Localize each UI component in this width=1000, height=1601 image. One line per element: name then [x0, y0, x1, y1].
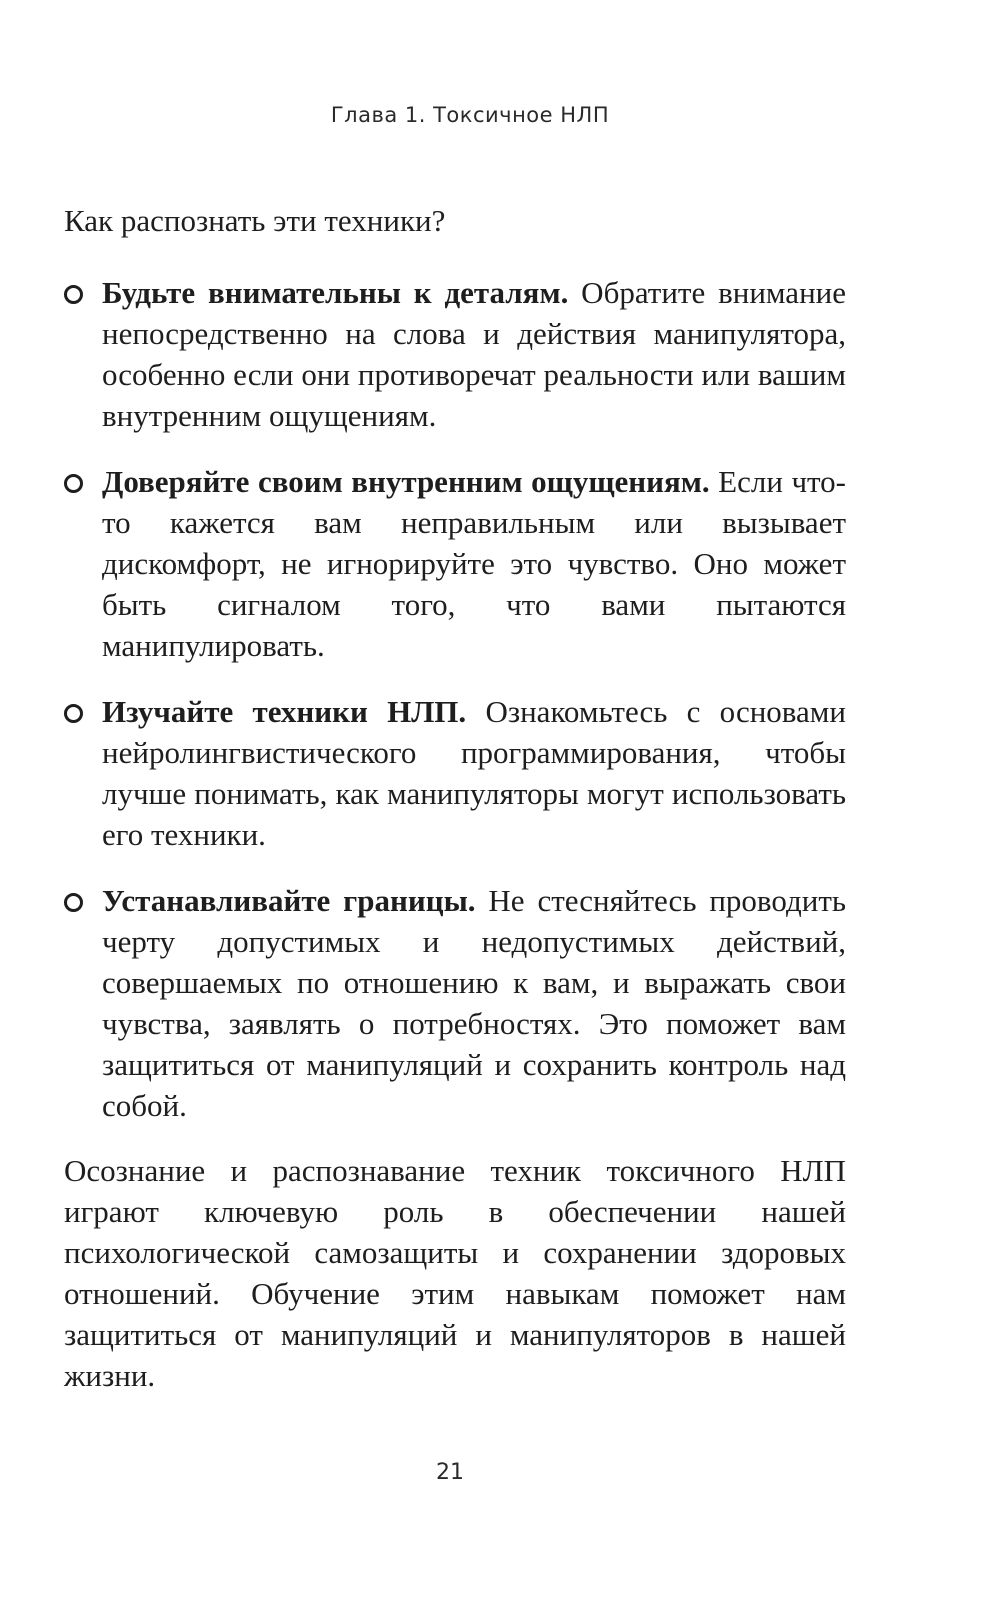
list-item-heading: Доверяйте своим внутренним ощущениям. [102, 464, 710, 499]
list-item [64, 272, 846, 436]
list-item-text: Ознакомьтесь с основами нейролингвистического программирования, чтобы лучше понимать, как манипуляторы могут использовать его техники. [102, 694, 846, 852]
running-head: Глава 1. Токсичное НЛП [330, 103, 610, 127]
list-item [64, 691, 846, 855]
list-item [64, 461, 846, 666]
circle-bullet-icon [64, 474, 83, 493]
list-item-heading: Изучайте техники НЛП. [102, 694, 467, 729]
list-item-text: Обратите внимание непосредственно на слова и действия манипулятора, особенно если они противоречат реальности или вашим внутренним ощущениям. [102, 275, 847, 433]
list-item-heading: Будьте внимательны к деталям. [102, 275, 569, 310]
list-item-heading: Устанавливайте границы. [102, 883, 476, 918]
circle-bullet-icon [64, 893, 83, 912]
tips-list [64, 272, 846, 1151]
list-item-text: Если что-то кажется вам неправильным или вызывает дискомфорт, не игнорируйте это чувство. Оно может быть сигналом того, что вами пытаются манипулировать. [102, 464, 846, 663]
conclusion-paragraph: Осознание и распознавание техник токсичного НЛП играют ключевую роль в обеспечении нашей психологической самозащиты и сохранении здоровых отношений. Обучение этим навыкам поможет нам защититься от манипуляций и манипуляторов в нашей жизни. [64, 1153, 846, 1393]
list-item [64, 880, 846, 1126]
page-number: 21 [436, 1460, 464, 1485]
section-question: Как распознать эти техники? [64, 203, 446, 238]
list-item-text: Не стесняйтесь проводить черту допустимых и недопустимых действий, совершаемых по отношению к вам, и выражать свои чувства, заявлять о потребностях. Это поможет вам защититься от манипуляций и сохранить контроль над собой. [102, 883, 846, 1123]
circle-bullet-icon [64, 704, 83, 723]
circle-bullet-icon [64, 285, 83, 304]
